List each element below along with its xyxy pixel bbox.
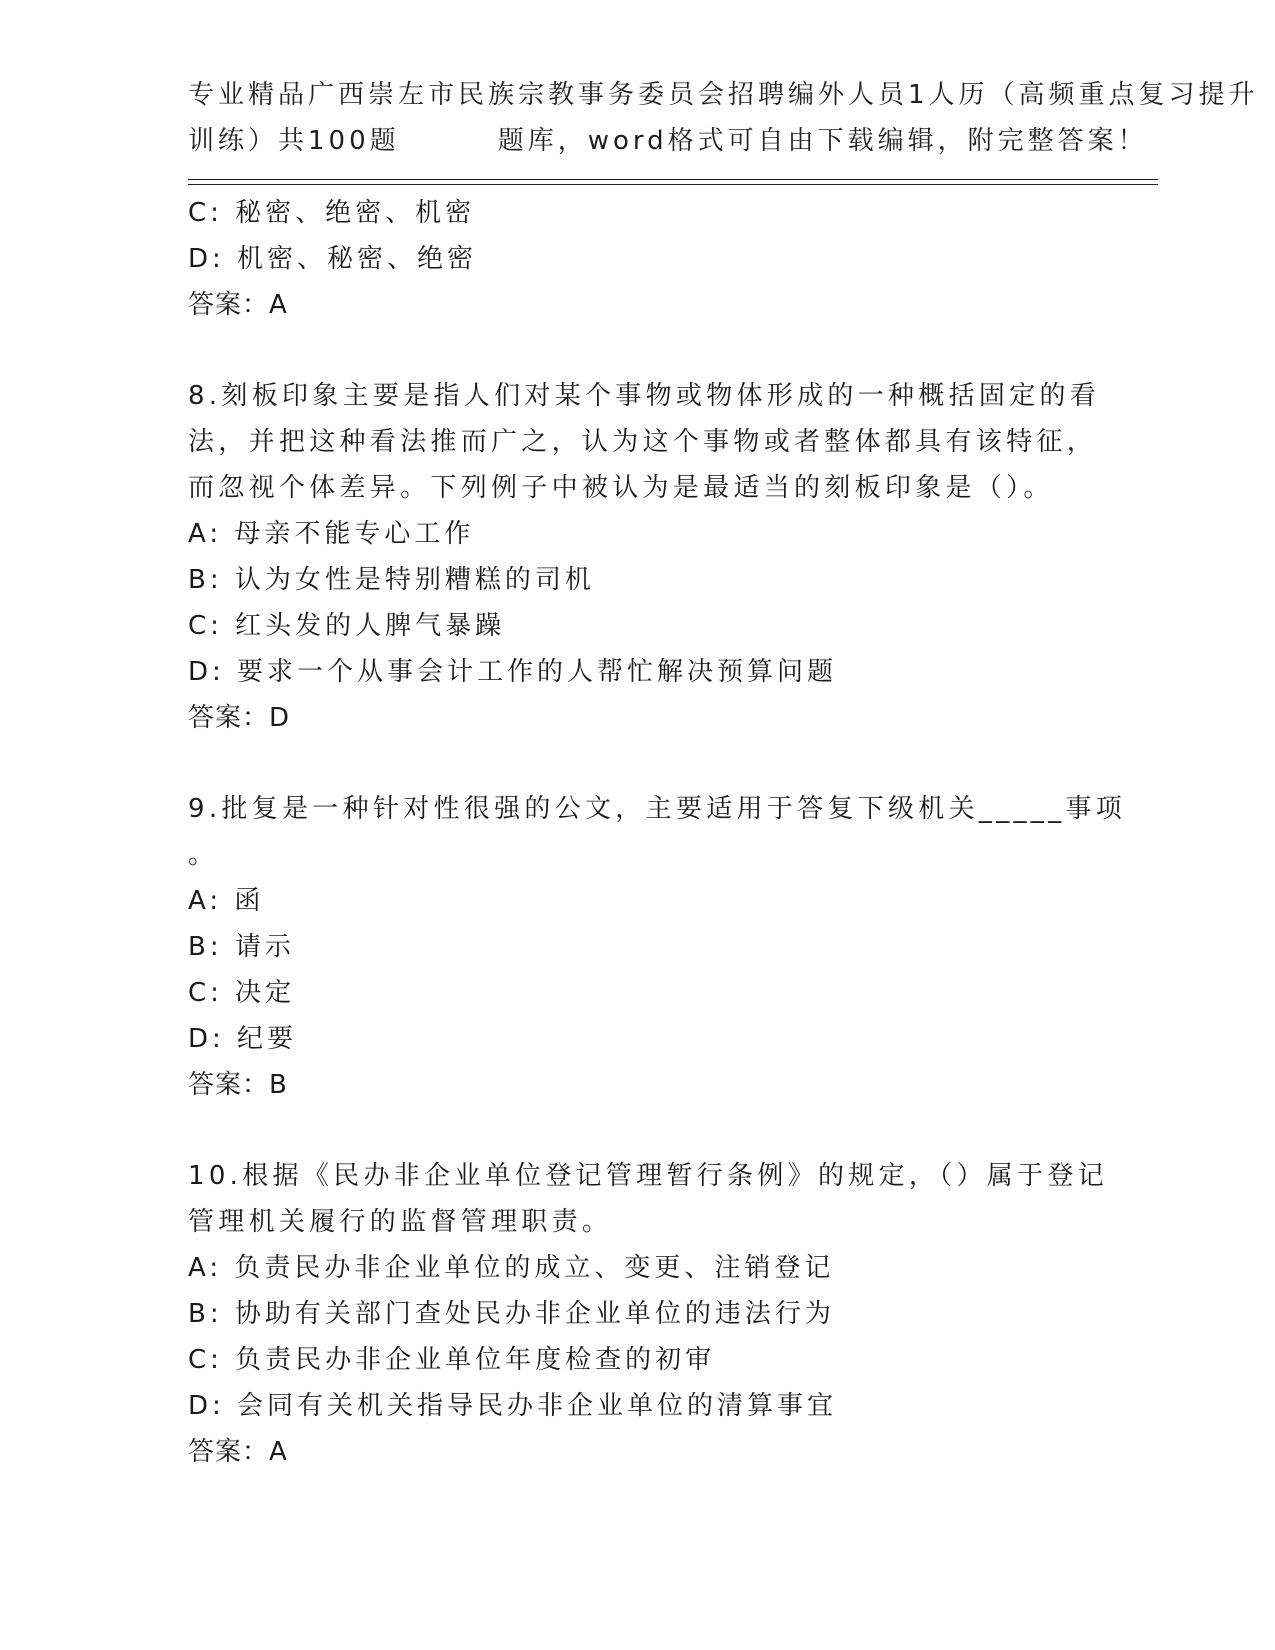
question-10-answer: 答案：A <box>188 1437 288 1467</box>
question-8-answer: 答案：D <box>188 703 291 733</box>
question-10-text-line-1: 10.根据《民办非企业单位登记管理暂行条例》的规定，（）属于登记 <box>188 1161 1108 1191</box>
question-7-option-c: C: 秘密、绝密、机密 <box>188 198 476 228</box>
question-10-option-b: B: 协助有关部门查处民办非企业单位的违法行为 <box>188 1299 835 1329</box>
header-title-line-1: 专业精品广西崇左市民族宗教事务委员会招聘编外人员1人历（高频重点复习提升 <box>188 80 1259 110</box>
question-8-option-d: D: 要求一个从事会计工作的人帮忙解决预算问题 <box>188 657 838 687</box>
question-7-answer: 答案：A <box>188 290 288 320</box>
document-header <box>188 72 1259 164</box>
header-title-line-2: 训练）共100题 题库，word格式可自由下载编辑，附完整答案！ <box>188 126 1148 156</box>
question-9-option-b: B: 请示 <box>188 932 295 962</box>
question-8-option-b: B: 认为女性是特别糟糕的司机 <box>188 565 595 595</box>
question-8-text-line-3: 而忽视个体差异。下列例子中被认为是最适当的刻板印象是（）。 <box>188 473 1054 503</box>
question-8 <box>188 373 1101 741</box>
spacer <box>188 328 1088 373</box>
question-10-option-d: D: 会同有关机关指导民办非企业单位的清算事宜 <box>188 1391 838 1421</box>
question-10-text-line-2: 管理机关履行的监督管理职责。 <box>188 1207 613 1237</box>
question-9-text-line-1: 9.批复是一种针对性很强的公文，主要适用于答复下级机关_____事项 <box>188 794 1127 824</box>
question-8-text-line-2: 法，并把这种看法推而广之，认为这个事物或者整体都具有该特征， <box>188 427 1098 457</box>
question-10-option-a: A: 负责民办非企业单位的成立、变更、注销登记 <box>188 1253 835 1283</box>
header-divider-bottom <box>188 184 1158 185</box>
question-8-option-c: C: 红头发的人脾气暴躁 <box>188 611 506 641</box>
question-10-option-c: C: 负责民办非企业单位年度检查的初审 <box>188 1345 716 1375</box>
question-8-text-line-1: 8.刻板印象主要是指人们对某个事物或物体形成的一种概括固定的看 <box>188 381 1101 411</box>
header-divider-top <box>188 179 1158 180</box>
question-8-option-a: A: 母亲不能专心工作 <box>188 519 475 549</box>
question-7-continued <box>188 190 1088 328</box>
question-9-option-a: A: 函 <box>188 886 265 916</box>
question-9-option-d: D: 纪要 <box>188 1024 298 1054</box>
question-10 <box>188 1153 1108 1475</box>
question-list <box>188 190 1127 1475</box>
spacer <box>188 1108 1088 1153</box>
question-7-option-d: D: 机密、秘密、绝密 <box>188 244 478 274</box>
question-9 <box>188 786 1127 1108</box>
question-9-option-c: C: 决定 <box>188 978 296 1008</box>
question-9-answer: 答案：B <box>188 1070 288 1100</box>
spacer <box>188 741 1088 786</box>
question-9-text-line-2: 。 <box>188 840 219 870</box>
